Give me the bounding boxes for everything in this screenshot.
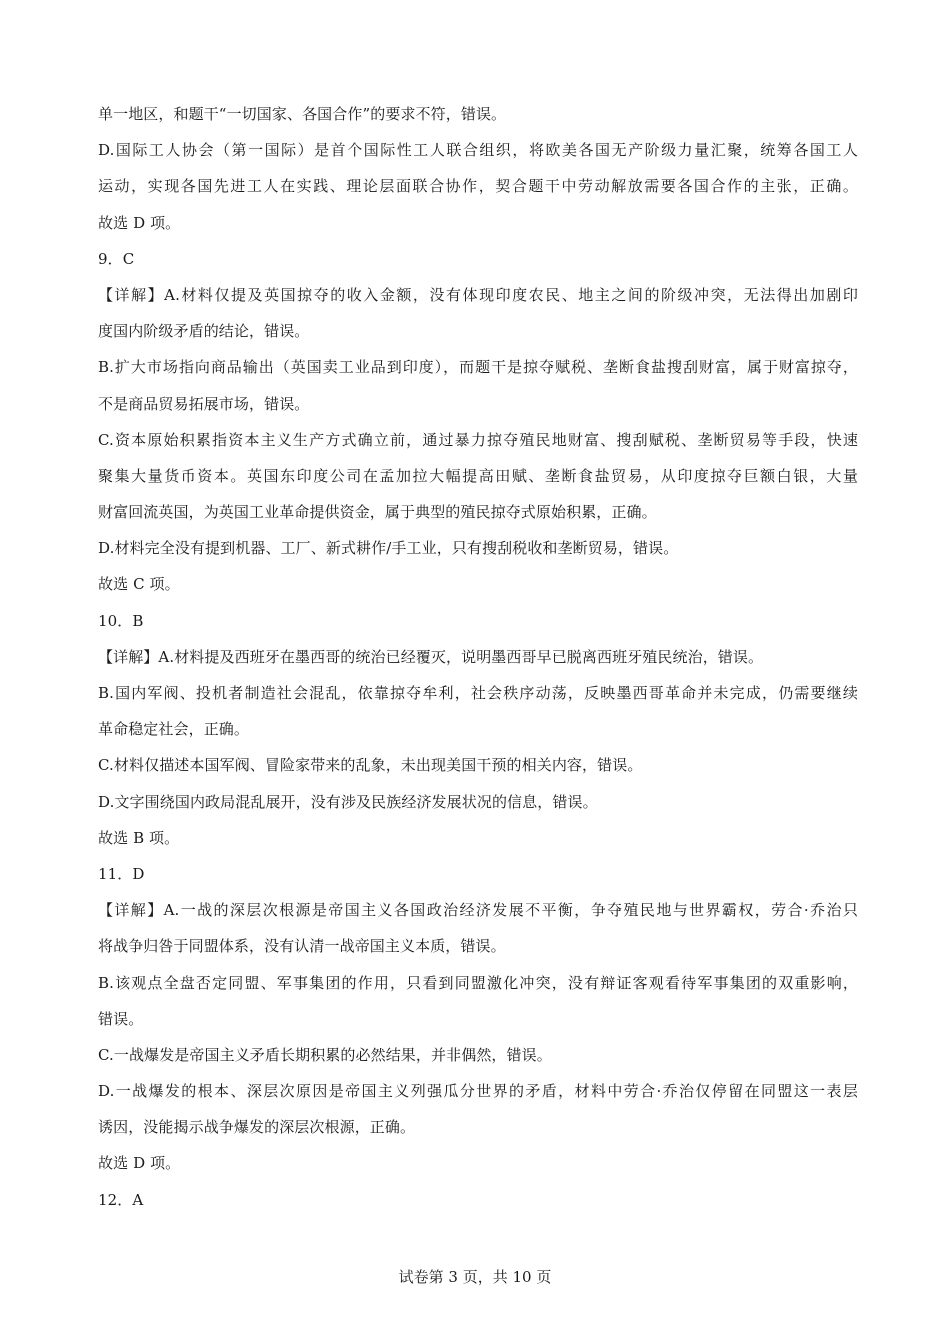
text-line: 【详解】A.材料仅提及英国掠夺的收入金额，没有体现印度农民、地主之间的阶级冲突，无法得出加剧印 — [98, 285, 858, 304]
text-line: 诱因，没能揭示战争爆发的深层次根源，正确。 — [98, 1118, 416, 1137]
text-line: 运动，实现各国先进工人在实践、理论层面联合协作，契合题干中劳动解放需要各国合作的主张，正确。 — [98, 177, 858, 196]
text-line: B.国内军阀、投机者制造社会混乱，依靠掠夺牟利，社会秩序动荡，反映墨西哥革命并未完成，仍需要继续 — [98, 684, 858, 702]
text-line: 9．C — [98, 249, 135, 268]
text-line: 12．A — [98, 1190, 144, 1209]
text-line: D.国际工人协会（第一国际）是首个国际性工人联合组织，将欧美各国无产阶级力量汇聚，统筹各国工人 — [98, 141, 858, 160]
text-line: 【详解】A.一战的深层次根源是帝国主义各国政治经济发展不平衡，争夺殖民地与世界霸权，劳合·乔治只 — [98, 901, 858, 920]
text-line: 将战争归咎于同盟体系，没有认清一战帝国主义本质，错误。 — [98, 937, 506, 956]
answer-explanations — [98, 96, 858, 1218]
text-line: B.扩大市场指向商品输出（英国卖工业品到印度），而题干是掠夺赋税、垄断食盐搜刮财富，属于财富掠夺， — [98, 358, 858, 377]
text-line: C.材料仅描述本国军阀、冒险家带来的乱象，未出现美国干预的相关内容，错误。 — [98, 756, 643, 775]
text-line: 聚集大量货币资本。英国东印度公司在孟加拉大幅提高田赋、垄断食盐贸易，从印度掠夺巨额白银，大量 — [98, 466, 858, 485]
text-line: 10．B — [98, 611, 144, 630]
text-line: D.材料完全没有提到机器、工厂、新式耕作/手工业，只有搜刮税收和垄断贸易，错误。 — [98, 539, 679, 558]
text-line: 财富回流英国，为英国工业革命提供资金，属于典型的殖民掠夺式原始积累，正确。 — [98, 503, 657, 522]
text-line: 【详解】A.材料提及西班牙在墨西哥的统治已经覆灭，说明墨西哥早已脱离西班牙殖民统治，错误。 — [98, 647, 764, 666]
text-line: 革命稳定社会，正确。 — [98, 720, 250, 739]
text-line: C.一战爆发是帝国主义矛盾长期积累的必然结果，并非偶然，错误。 — [98, 1045, 552, 1064]
text-line: 故选 B 项。 — [98, 828, 180, 847]
text-line: D.文字围绕国内政局混乱展开，没有涉及民族经济发展状况的信息，错误。 — [98, 792, 598, 811]
text-line: B.该观点全盘否定同盟、军事集团的作用，只看到同盟激化冲突，没有辩证客观看待军事集团的双重影响， — [98, 973, 858, 992]
page-footer: 试卷第 3 页，共 10 页 — [398, 1268, 552, 1286]
text-line: 11．D — [98, 864, 145, 883]
text-line: 故选 D 项。 — [98, 213, 181, 232]
text-line: C.资本原始积累指资本主义生产方式确立前，通过暴力掠夺殖民地财富、搜刮赋税、垄断贸易等手段，快速 — [98, 430, 858, 449]
text-line: 错误。 — [98, 1009, 144, 1028]
text-line: 度国内阶级矛盾的结论，错误。 — [98, 322, 310, 341]
text-line: 单一地区，和题干“一切国家、各国合作”的要求不符，错误。 — [98, 105, 507, 123]
text-line: 故选 D 项。 — [98, 1154, 181, 1173]
text-line: 不是商品贸易拓展市场，错误。 — [98, 394, 310, 413]
text-line: 故选 C 项。 — [98, 575, 180, 594]
text-line: D.一战爆发的根本、深层次原因是帝国主义列强瓜分世界的矛盾，材料中劳合·乔治仅停留在同盟这一表层 — [98, 1082, 858, 1101]
